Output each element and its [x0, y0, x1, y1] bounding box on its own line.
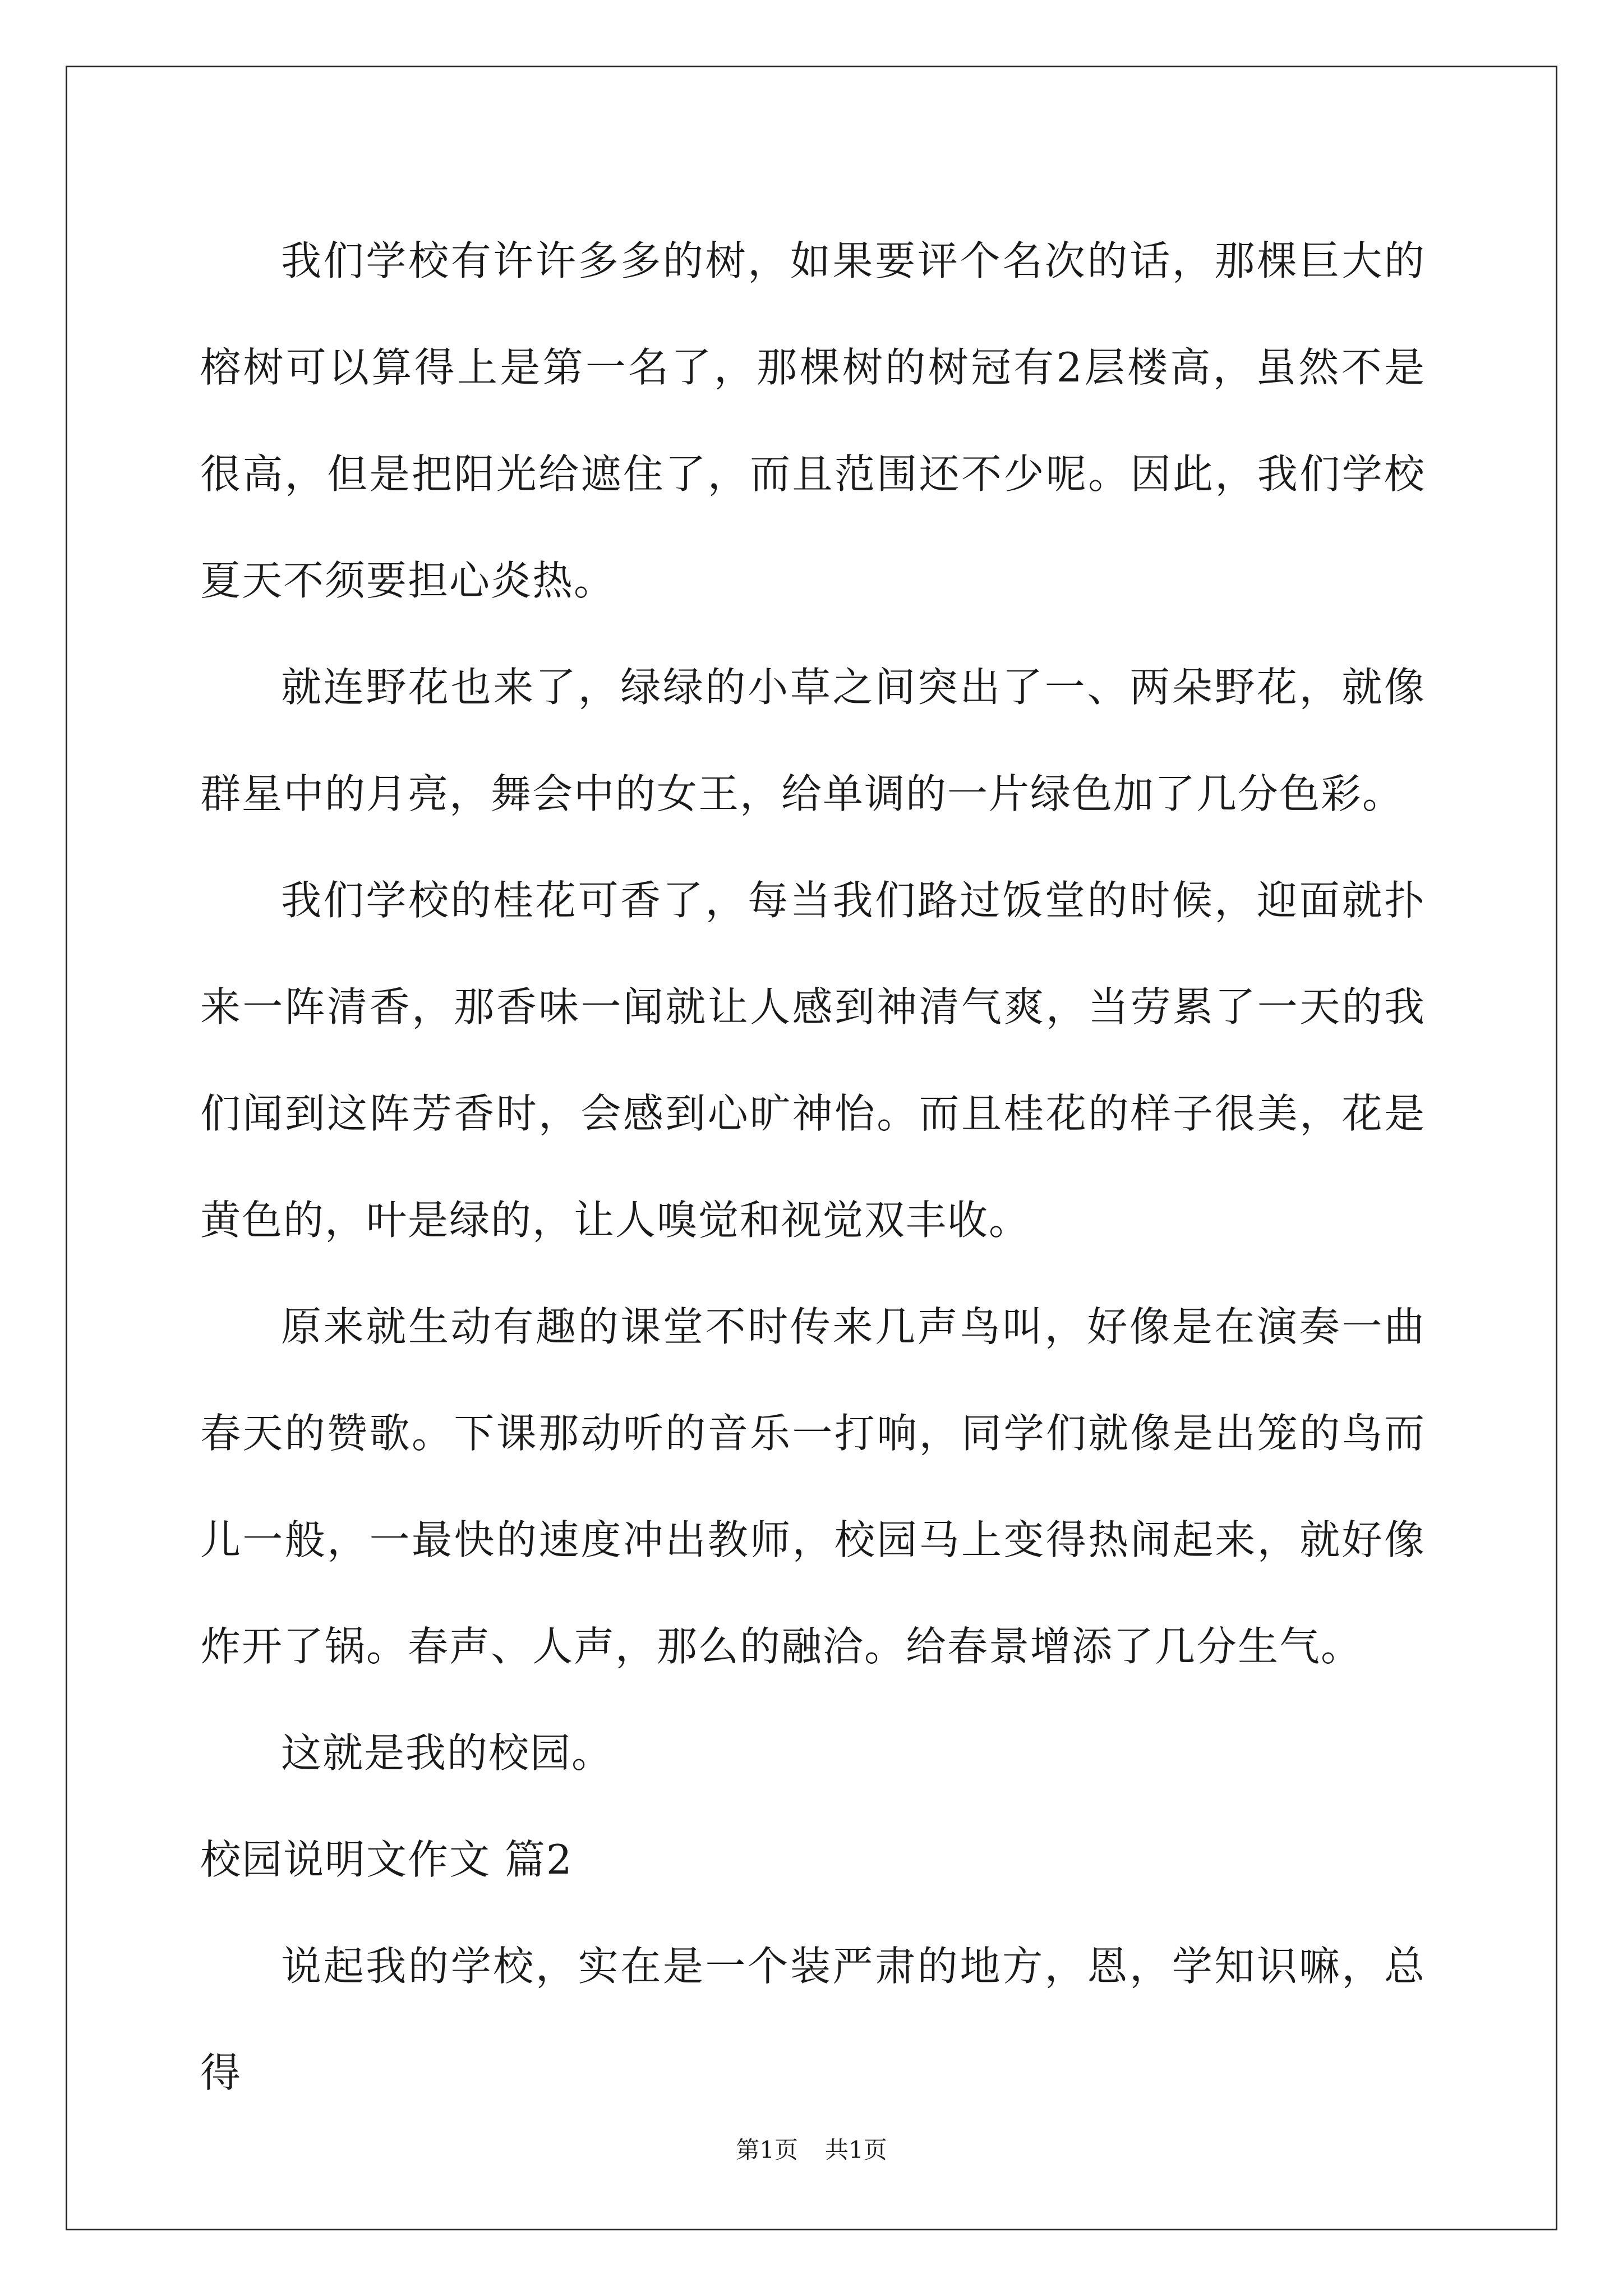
document-body	[200, 208, 1426, 2126]
paragraph-4: 原来就生动有趣的课堂不时传来几声鸟叫，好像是在演奏一曲春天的赞歌。下课那动听的音乐一打响，同学们就像是出笼的鸟而儿一般，一最快的速度冲出教师，校园马上变得热闹起来，就好像炸开了锅。春声、人声，那么的融洽。给春景增添了几分生气。	[200, 1303, 1426, 1670]
page-total: 共1页	[825, 2136, 887, 2164]
paragraph-2: 就连野花也来了，绿绿的小草之间突出了一、两朵野花，就像群星中的月亮，舞会中的女王，给单调的一片绿色加了几分色彩。	[200, 664, 1426, 817]
page-number: 第1页	[736, 2136, 798, 2164]
section-heading: 校园说明文作文 篇2	[200, 1836, 573, 1883]
paragraph-3: 我们学校的桂花可香了，每当我们路过饭堂的时候，迎面就扑来一阵清香，那香味一闻就让人感到神清气爽，当劳累了一天的我们闻到这阵芳香时，会感到心旷神怡。而且桂花的样子很美，花是黄色的，叶是绿的，让人嗅觉和视觉双丰收。	[200, 877, 1426, 1244]
paragraph-5: 这就是我的校园。	[281, 1729, 614, 1777]
page-footer	[0, 2136, 1623, 2164]
paragraph-1: 我们学校有许许多多的树，如果要评个名次的话，那棵巨大的榕树可以算得上是第一名了，那棵树的树冠有2层楼高，虽然不是很高，但是把阳光给遮住了，而且范围还不少呢。因此，我们学校夏天不须要担心炎热。	[200, 237, 1426, 604]
paragraph-6: 说起我的学校，实在是一个装严肃的地方，恩，学知识嘛，总得	[200, 1943, 1426, 2096]
